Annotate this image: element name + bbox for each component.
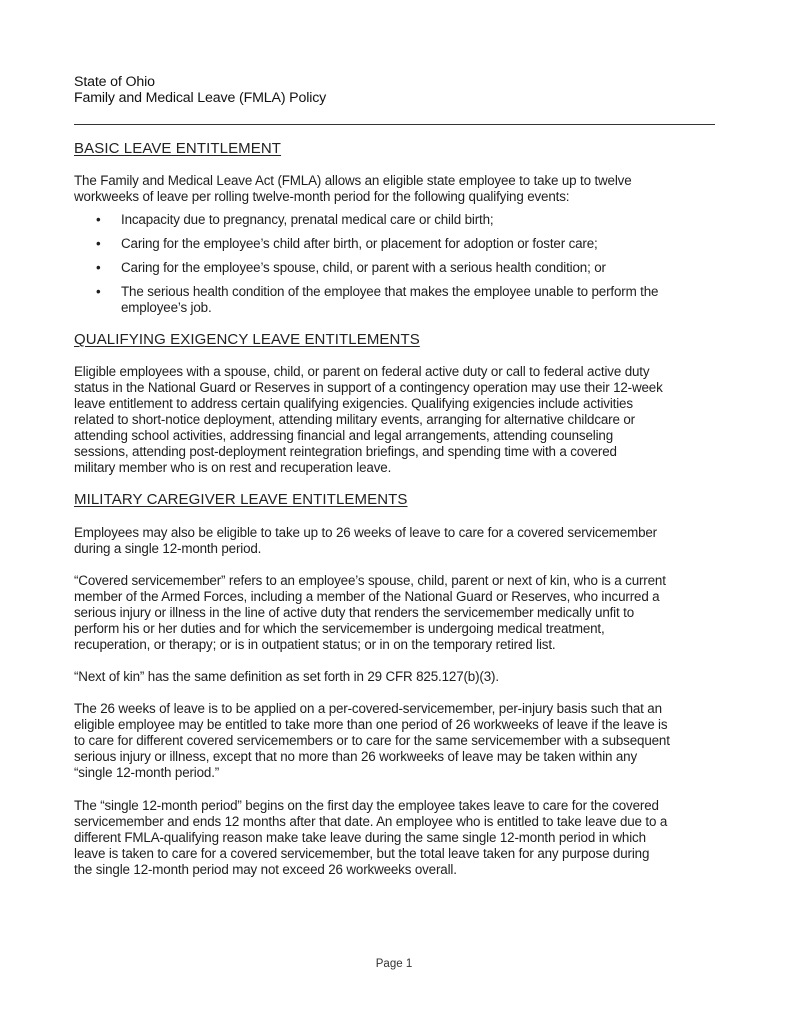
text-line: military member who is on rest and recuperation leave. <box>74 460 392 475</box>
text-line: leave entitlement to address certain qualifying exigencies. Qualifying exigencies include activities <box>74 396 633 411</box>
document-header <box>74 74 326 106</box>
text-line: “Covered servicemember” refers to an employee’s spouse, child, parent or next of kin, who is a current <box>74 573 666 588</box>
text-line: recuperation, or therapy; or is in outpatient status; or in on the temporary retired list. <box>74 637 556 652</box>
header-line-1: State of Ohio <box>74 74 155 90</box>
qualifying-exigency-paragraph <box>74 364 663 476</box>
list-item-text: The serious health condition of the employee that makes the employee unable to perform the <box>121 284 659 299</box>
text-line: workweeks of leave per rolling twelve-month period for the following qualifying events: <box>74 189 570 204</box>
list-item <box>74 236 658 252</box>
text-line: servicemember and ends 12 months after that date. An employee who is entitled to take leave due to a <box>74 814 668 829</box>
text-line: The “single 12-month period” begins on the first day the employee takes leave to care for the covered <box>74 798 659 813</box>
text-line: eligible employee may be entitled to take more than one period of 26 workweeks of leave if the leave is <box>74 717 668 732</box>
section-heading-qualifying-exigency: QUALIFYING EXIGENCY LEAVE ENTITLEMENTS <box>74 331 420 348</box>
list-item <box>74 212 658 228</box>
text-line: serious injury or illness, except that no more than 26 workweeks of leave may be taken within any <box>74 749 638 764</box>
section-heading-military-caregiver: MILITARY CAREGIVER LEAVE ENTITLEMENTS <box>74 491 408 508</box>
text-line: Employees may also be eligible to take up to 26 weeks of leave to care for a covered servicemember <box>74 525 657 540</box>
covered-servicemember-paragraph <box>74 573 666 653</box>
text-line: during a single 12-month period. <box>74 541 262 556</box>
text-line: The Family and Medical Leave Act (FMLA) allows an eligible state employee to take up to twelve <box>74 173 632 188</box>
text-line: serious injury or illness in the line of active duty that renders the servicemember medically unfit to <box>74 605 635 620</box>
list-item-text: Incapacity due to pregnancy, prenatal medical care or child birth; <box>121 212 494 227</box>
list-item <box>74 284 658 316</box>
text-line: attending school activities, addressing financial and legal arrangements, attending counseling <box>74 428 613 443</box>
bullet-icon: • <box>96 212 101 227</box>
list-item-text: employee’s job. <box>121 300 212 315</box>
single-12-month-period-paragraph <box>74 798 667 878</box>
bullet-icon: • <box>96 284 101 299</box>
bullet-icon: • <box>96 236 101 251</box>
text-line: status in the National Guard or Reserves in support of a contingency operation may use their 12-week <box>74 380 663 395</box>
caregiver-paragraph-1 <box>74 525 657 557</box>
header-line-2: Family and Medical Leave (FMLA) Policy <box>74 90 327 106</box>
section-heading-basic-leave: BASIC LEAVE ENTITLEMENT <box>74 140 282 157</box>
text-line: “Next of kin” has the same definition as set forth in 29 CFR 825.127(b)(3). <box>74 669 499 684</box>
text-line: related to short-notice deployment, attending military events, arranging for alternative childcare or <box>74 412 635 427</box>
text-line: member of the Armed Forces, including a member of the National Guard or Reserves, who incurred a <box>74 589 660 604</box>
list-item <box>74 260 658 276</box>
bullet-icon: • <box>96 260 101 275</box>
header-divider <box>74 124 715 125</box>
text-line: perform his or her duties and for which the servicemember is undergoing medical treatment, <box>74 621 605 636</box>
list-item-text: Caring for the employee’s child after birth, or placement for adoption or foster care; <box>121 236 598 251</box>
text-line: different FMLA-qualifying reason make take leave during the same single 12-month period in which <box>74 830 646 845</box>
text-line: “single 12-month period.” <box>74 765 220 780</box>
26-weeks-paragraph <box>74 701 670 781</box>
page-number: Page 1 <box>375 958 413 970</box>
list-item-text: Caring for the employee’s spouse, child, or parent with a serious health condition; or <box>121 260 606 275</box>
text-line: sessions, attending post-deployment reintegration briefings, and spending time with a covered <box>74 444 617 459</box>
text-line: Eligible employees with a spouse, child, or parent on federal active duty or call to federal active duty <box>74 364 650 379</box>
text-line: to care for different covered servicemembers or to care for the same servicemember with a subsequent <box>74 733 670 748</box>
text-line: leave is taken to care for a covered servicemember, but the total leave taken for any purpose during <box>74 846 650 861</box>
text-line: The 26 weeks of leave is to be applied on a per-covered-servicemember, per-injury basis such that an <box>74 701 662 716</box>
basic-leave-intro <box>74 173 632 205</box>
qualifying-events-list <box>74 212 658 324</box>
text-line: the single 12-month period may not exceed 26 workweeks overall. <box>74 862 457 877</box>
next-of-kin-paragraph <box>74 669 499 685</box>
